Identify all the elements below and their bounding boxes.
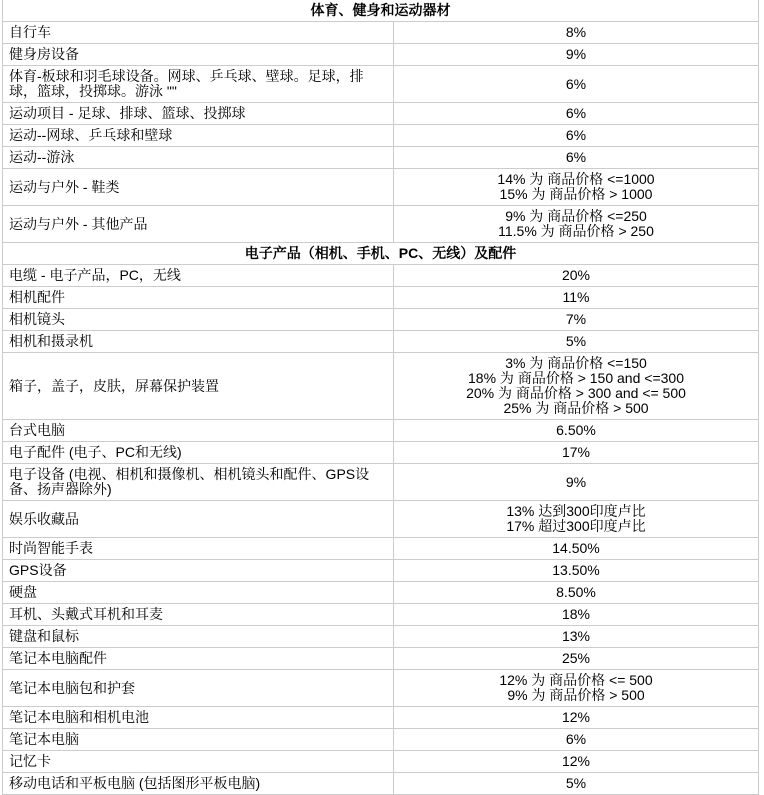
category-cell: 硬盘 (3, 582, 394, 604)
table-row (3, 66, 759, 103)
rate-line: 6.50% (556, 422, 596, 438)
table-row (3, 331, 759, 353)
table-row (3, 604, 759, 626)
rate-line: 5% (565, 333, 587, 349)
table-row (3, 464, 759, 501)
rate-cell (394, 442, 759, 464)
rate-line: 9% (565, 46, 587, 62)
rate-cell (394, 501, 759, 538)
category-cell: 台式电脑 (3, 420, 394, 442)
rate-cell (394, 604, 759, 626)
rate-cell (394, 626, 759, 648)
table-row (3, 44, 759, 66)
rate-line: 9% 为 商品价格 <=250 (505, 208, 647, 224)
category-cell: 体育-板球和羽毛球设备。网球、乒乓球、壁球。足球，排球，篮球，投掷球。游泳 "" (3, 66, 394, 103)
rate-line: 11.5% 为 商品价格 > 250 (498, 223, 654, 239)
rate-cell (394, 582, 759, 604)
category-cell: 自行车 (3, 22, 394, 44)
rate-line: 14.50% (552, 540, 600, 556)
section-header: 体育、健身和运动器材 (3, 0, 759, 22)
rate-cell (394, 420, 759, 442)
rate-line: 13.50% (552, 562, 600, 578)
rate-line: 13% 达到300印度卢比 (506, 503, 646, 519)
rate-line: 8.50% (556, 584, 596, 600)
rate-cell (394, 670, 759, 707)
table-row (3, 670, 759, 707)
table-row (3, 353, 759, 420)
rate-line: 6% (565, 105, 587, 121)
fee-rate-table (2, 0, 759, 795)
rate-cell (394, 353, 759, 420)
table-row (3, 22, 759, 44)
table-row (3, 648, 759, 670)
rate-line: 17% 超过300印度卢比 (506, 518, 646, 534)
section-header-row (3, 243, 759, 265)
table-row (3, 538, 759, 560)
rate-line: 14% 为 商品价格 <=1000 (497, 171, 655, 187)
table-row (3, 125, 759, 147)
table-row (3, 626, 759, 648)
rate-line: 6% (565, 731, 587, 747)
category-cell: 相机和摄录机 (3, 331, 394, 353)
category-cell: 运动--游泳 (3, 147, 394, 169)
category-cell: 时尚智能手表 (3, 538, 394, 560)
rate-line: 15% 为 商品价格 > 1000 (499, 186, 653, 202)
table-row (3, 707, 759, 729)
rate-cell (394, 560, 759, 582)
category-cell: 箱子，盖子，皮肤，屏幕保护装置 (3, 353, 394, 420)
table-row (3, 751, 759, 773)
table-row (3, 287, 759, 309)
category-cell: 耳机、头戴式耳机和耳麦 (3, 604, 394, 626)
rate-line: 6% (565, 127, 587, 143)
category-cell: 运动与户外 - 鞋类 (3, 169, 394, 206)
rate-cell (394, 331, 759, 353)
rate-cell (394, 773, 759, 795)
table-row (3, 147, 759, 169)
category-cell: 移动电话和平板电脑 (包括图形平板电脑) (3, 773, 394, 795)
rate-cell (394, 66, 759, 103)
rate-line: 18% (561, 606, 591, 622)
rate-cell (394, 707, 759, 729)
category-cell: 运动--网球、乒乓球和壁球 (3, 125, 394, 147)
table-row (3, 309, 759, 331)
category-cell: 电缆 - 电子产品，PC，无线 (3, 265, 394, 287)
table-row (3, 560, 759, 582)
rate-line: 12% 为 商品价格 <= 500 (499, 672, 653, 688)
category-cell: 电子配件 (电子、PC和无线) (3, 442, 394, 464)
table-row (3, 582, 759, 604)
rate-line: 20% (561, 267, 591, 283)
rate-line: 17% (561, 444, 591, 460)
rate-cell (394, 44, 759, 66)
table-row (3, 206, 759, 243)
rate-line: 18% 为 商品价格 > 150 and <=300 (468, 370, 684, 386)
rate-line: 20% 为 商品价格 > 300 and <= 500 (466, 385, 686, 401)
rate-cell (394, 287, 759, 309)
rate-cell (394, 125, 759, 147)
category-cell: 相机镜头 (3, 309, 394, 331)
rate-line: 25% (561, 650, 591, 666)
rate-cell (394, 22, 759, 44)
rate-cell (394, 538, 759, 560)
fee-rate-table-body (3, 0, 759, 795)
rate-line: 9% 为 商品价格 > 500 (507, 687, 645, 703)
category-cell: 笔记本电脑配件 (3, 648, 394, 670)
section-header: 电子产品（相机、手机、PC、无线）及配件 (3, 243, 759, 265)
category-cell: 运动与户外 - 其他产品 (3, 206, 394, 243)
rate-cell (394, 648, 759, 670)
table-row (3, 169, 759, 206)
rate-line: 5% (565, 775, 587, 791)
rate-line: 3% 为 商品价格 <=150 (505, 355, 647, 371)
rate-line: 12% (561, 753, 591, 769)
rate-line: 12% (561, 709, 591, 725)
category-cell: 笔记本电脑 (3, 729, 394, 751)
rate-cell (394, 103, 759, 125)
category-cell: 笔记本电脑包和护套 (3, 670, 394, 707)
category-cell: 记忆卡 (3, 751, 394, 773)
table-row (3, 103, 759, 125)
rate-cell (394, 729, 759, 751)
table-row (3, 442, 759, 464)
rate-cell (394, 147, 759, 169)
category-cell: 笔记本电脑和相机电池 (3, 707, 394, 729)
category-cell: 相机配件 (3, 287, 394, 309)
rate-line: 9% (565, 473, 587, 490)
rate-line: 6% (565, 149, 587, 165)
category-cell: 键盘和鼠标 (3, 626, 394, 648)
rate-line: 7% (565, 311, 587, 327)
category-cell: 电子设备 (电视、相机和摄像机、相机镜头和配件、GPS设备、扬声器除外) (3, 464, 394, 501)
table-row (3, 420, 759, 442)
table-row (3, 729, 759, 751)
rate-line: 11% (562, 289, 590, 305)
rate-line: 25% 为 商品价格 > 500 (503, 400, 649, 416)
rate-cell (394, 464, 759, 501)
category-cell: GPS设备 (3, 560, 394, 582)
rate-line: 13% (561, 628, 591, 644)
rate-cell (394, 169, 759, 206)
category-cell: 运动项目 - 足球、排球、篮球、投掷球 (3, 103, 394, 125)
rate-cell (394, 206, 759, 243)
section-header-row (3, 0, 759, 22)
rate-cell (394, 751, 759, 773)
rate-line: 8% (565, 24, 587, 40)
table-row (3, 773, 759, 795)
rate-line: 6% (565, 75, 587, 92)
rate-cell (394, 265, 759, 287)
category-cell: 娱乐收藏品 (3, 501, 394, 538)
category-cell: 健身房设备 (3, 44, 394, 66)
rate-cell (394, 309, 759, 331)
table-row (3, 501, 759, 538)
table-row (3, 265, 759, 287)
